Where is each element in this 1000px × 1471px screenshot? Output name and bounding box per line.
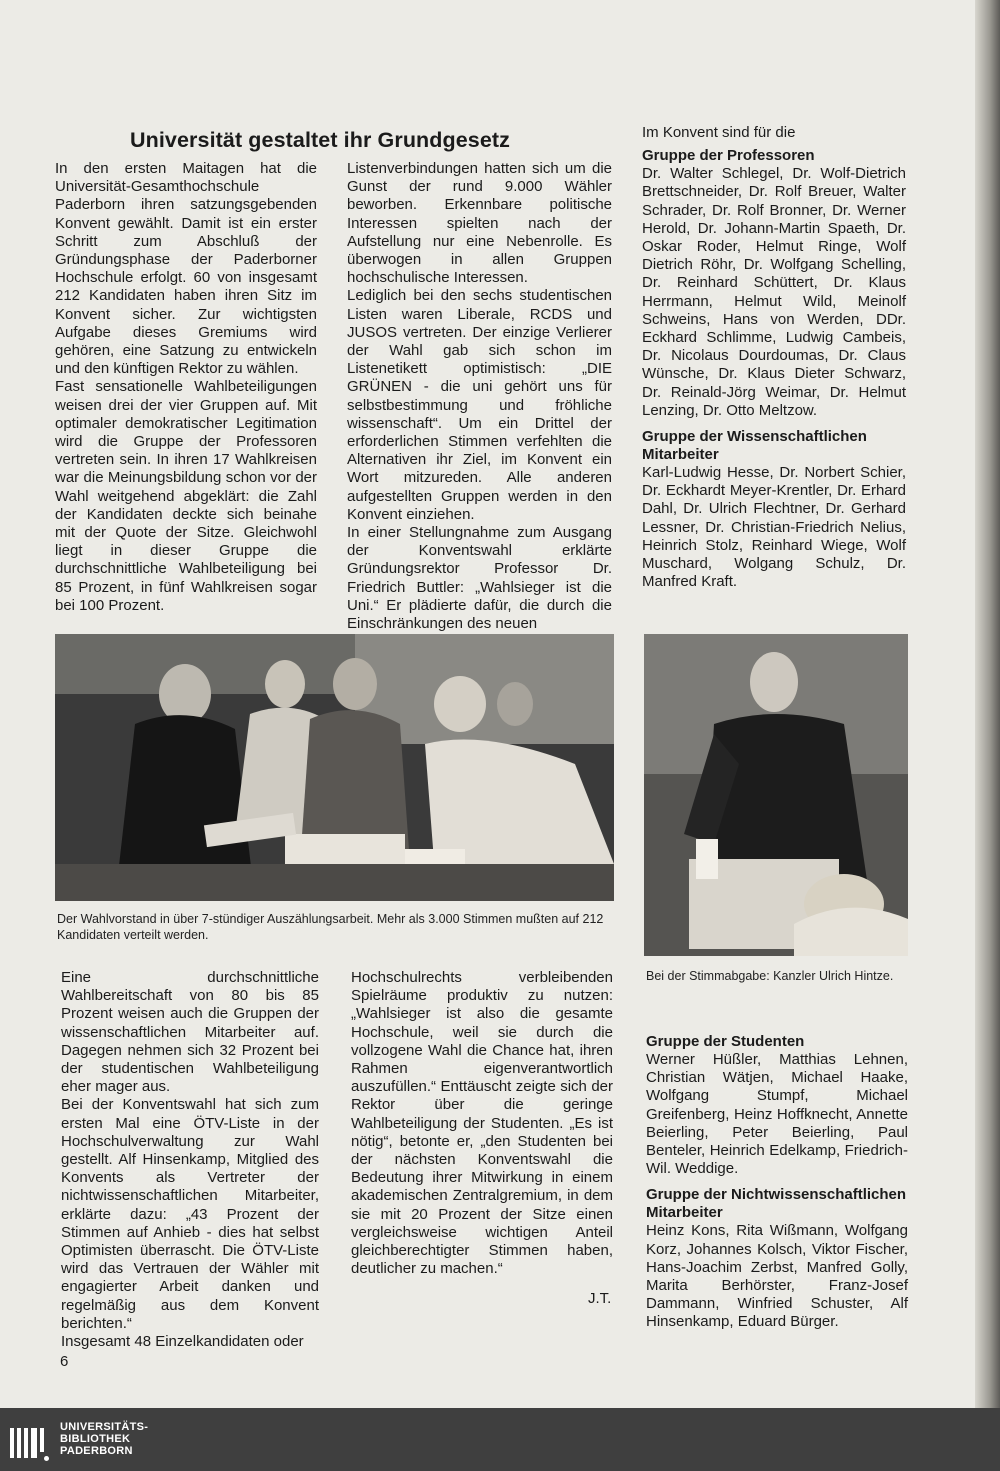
caption-left-photo (57, 911, 617, 943)
library-logo (8, 1418, 148, 1464)
group-names: Karl-Ludwig Hesse, Dr. Norbert Schier, Dr. Eckhardt Meyer-Krentler, Dr. Erhard Dahl, Dr. Ulrich Flechtner, Dr. Gerhard Lessner, Dr. Christian-Friedrich Nelius, Heinrich Stolz, Reinhard Wiege, Wolf Muschard, Wolgang Schulz, Dr. Manfred Kraft. (642, 464, 906, 591)
paragraph: In einer Stellungnahme zum Ausgang der Konventswahl erklärte Gründungsrektor Professor Dr. Friedrich Buttler: „Wahlsieger ist die Uni.“ Er plädierte dafür, die durch die Einschränkungen des neuen (347, 524, 612, 633)
paragraph: Hochschulrechts verbleibenden Spielräume produktiv zu nutzen: „Wahlsieger ist also die gesamte Hochschule, weil sie durch die vollzogene Wahl die Chance hat, ihren Rahmen eigenverantwortlich auszufüllen.“ Enttäuscht zeigte sich der Rektor über die geringe Wahlbeteiligung der Studenten. „Es ist nötig“, betonte er, „den Studenten bei der nächsten Konventswahl die Bedeutung ihrer Mitwirkung in einem akademischen Zentralgremium, in dem sie mit 20 Prozent der Sitze einen vergleichsweise wichtigen Anteil gleichberechtigter Stimmen haben, deutlicher zu machen.“ (351, 969, 613, 1278)
page-number: 6 (60, 1353, 69, 1370)
photo-election-committee (55, 634, 614, 901)
sidebar-konvent-members-top (642, 124, 906, 591)
sidebar-intro: Im Konvent sind für die (642, 124, 796, 141)
article-headline: Universität gestaltet ihr Grundgesetz (130, 128, 511, 152)
group-wissenschaftliche-mitarbeiter (642, 428, 906, 591)
photo-ballot-scene (644, 634, 908, 956)
photo-kanzler-voting (644, 634, 908, 956)
library-logo-text: UNIVERSITÄTS- BIBLIOTHEK PADERBORN (60, 1421, 149, 1457)
group-heading: Gruppe der Studenten (646, 1033, 805, 1050)
paragraph: In den ersten Maitagen hat die Universität-Gesamthochschule Paderborn ihren satzungsgebenden Konvent gewählt. Damit ist ein erster Schritt zum Abschluß der Gründungsphase der Paderborner Hochschule erfolgt. 60 von insgesamt 212 Kandidaten haben ihren Sitz im Konvent sicher. Zur wichtigsten Aufgabe dieses Gremiums wird gehören, eine Satzung zu entwickeln und den künftigen Rektor zu wählen. (55, 160, 317, 378)
group-heading: Gruppe der Professoren (642, 147, 815, 165)
group-heading: Gruppe der Wissenschaftlichen Mitarbeiter (642, 428, 867, 464)
article-column-1-bottom (61, 969, 319, 1351)
caption-right-photo (646, 968, 910, 984)
author-signature: J.T. (588, 1290, 612, 1307)
paragraph: Lediglich bei den sechs studentischen Listen waren Liberale, RCDS und JUSOS vertreten. Der einzige Verlierer der Wahl gab sich schon im Listenetikett optimistisch: „DIE GRÜNEN - die uni gehört uns für selbstbestimmung und fröhliche wissenschaft“. Um ein Drittel der erforderlichen Stimmen verfehlten die Alternativen ihr Ziel, im Konvent ein Wort mitzureden. Alle anderen aufgestellten Gruppen werden in den Konvent einziehen. (347, 287, 612, 523)
article-column-2-top (347, 160, 612, 633)
paragraph: Insgesamt 48 Einzelkandidaten oder (61, 1333, 304, 1351)
group-heading: Gruppe der Nichtwissenschaftlichen Mitarbeiter (646, 1186, 907, 1222)
group-names: Heinz Kons, Rita Wißmann, Wolfgang Korz, Johannes Kolsch, Viktor Fischer, Hans-Joachim Zerbst, Manfred Golly, Marita Berhörster, Franz-Josef Dammann, Winfried Schuster, Alf Hinsenkamp, Eduard Bürger. (646, 1222, 908, 1331)
group-nichtwissenschaftliche-mitarbeiter (646, 1186, 908, 1331)
paragraph: Eine durchschnittliche Wahlbereitschaft von 80 bis 85 Prozent weisen auch die Gruppen der wissenschaftlichen Mitarbeiter auf. Dagegen nehmen sich 32 Prozent bei der studentischen Wahlbeteiligung eher mager aus. (61, 969, 319, 1096)
article-column-1-top (55, 160, 317, 615)
paragraph: Listenverbindungen hatten sich um die Gunst der rund 9.000 Wähler beworben. Erkennbare politische Interessen spielten nach der Aufstellung nur eine Nebenrolle. Es überwogen in allen Gruppen hochschulische Interessen. (347, 160, 612, 287)
library-logo-icon (8, 1418, 52, 1464)
paragraph: Bei der Konventswahl hat sich zum ersten Mal eine ÖTV-Liste in der Hochschulverwaltung zur Wahl gestellt. Alf Hinsenkamp, Mitglied des Konvents als Vertreter der nichtwissenschaftlichen Mitarbeiter, erklärte dazu: „43 Prozent der Stimmen auf Anhieb - dies hat selbst Optimisten überrascht. Die ÖTV-Liste wird das Vertrauen der Wähler mit engagierter Arbeit danken und regelmäßig aus dem Konvent berichten.“ (61, 1096, 319, 1332)
group-names: Werner Hüßler, Matthias Lehnen, Christian Wätjen, Michael Haake, Wolfgang Stumpf, Michael Greifenberg, Heinz Hoffknecht, Annette Beierling, Peter Beierling, Paul Benteler, Heinrich Edelkamp, Friedrich-Wil. Weddige. (646, 1051, 908, 1178)
photo-caption: Der Wahlvorstand in über 7-stündiger Auszählungsarbeit. Mehr als 3.000 Stimmen mußten auf 212 Kandidaten verteilt werden. (57, 912, 604, 942)
photo-caption: Bei der Stimmabgabe: Kanzler Ulrich Hintze. (646, 969, 894, 983)
group-studenten (646, 1033, 908, 1178)
library-footer-bar (0, 1408, 1000, 1471)
paragraph: Fast sensationelle Wahlbeteiligungen weisen drei der vier Gruppen auf. Mit optimaler demokratischer Legitimation wird die Gruppe der Professoren vertreten sein. In ihren 17 Wahlkreisen war die Meinungsbildung schon vor der Wahl weitgehend abgeklärt: die Zahl der Kandidaten deckte sich beinahe mit der Quote der Sitze. Gleichwohl liegt in dieser Gruppe die durchschnittliche Wahlbeteiligung bei 85 Prozent, in fünf Wahlkreisen sogar bei 100 Prozent. (55, 378, 317, 614)
sidebar-konvent-members-bottom (646, 1033, 908, 1332)
page-binding-edge (975, 0, 1000, 1408)
article-column-2-bottom (351, 969, 613, 1278)
group-names: Dr. Walter Schlegel, Dr. Wolf-Dietrich Brettschneider, Dr. Rolf Breuer, Walter Schrader, Dr. Rolf Bronner, Dr. Werner Herold, Dr. Johann-Martin Spaeth, Dr. Oskar Roder, Helmut Ringe, Wolf Dietrich Röhr, Dr. Wolfgang Schelling, Dr. Reinhard Schüttert, Dr. Klaus Herrmann, Helmut Wild, Meinolf Schweins, Hans von Werden, DDr. Eckhard Schlimme, Ludwig Cambeis, Dr. Nicolaus Dourdoumas, Dr. Claus Wünsche, Dr. Klaus Dieter Schwarz, Dr. Reinald-Jörg Weimar, Dr. Helmut Lenzing, Dr. Otto Meltzow. (642, 165, 906, 419)
photo-counting-scene (55, 634, 614, 901)
group-professoren (642, 147, 906, 420)
